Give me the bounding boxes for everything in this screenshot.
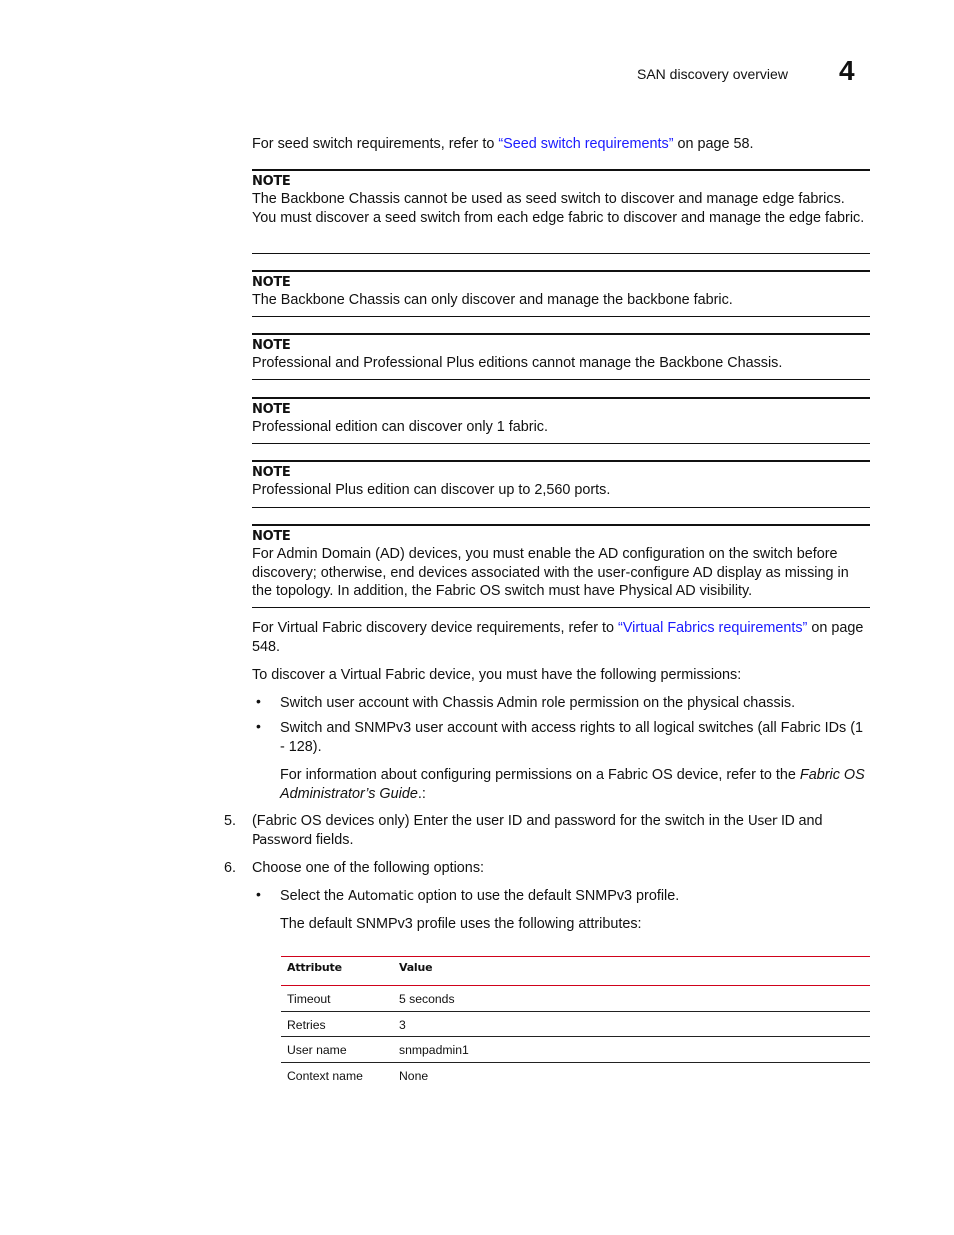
attribute-cell: Context name xyxy=(287,1068,363,1083)
snmpv3-attributes-table xyxy=(281,956,870,1088)
option-suffix: option to use the default SNMPv3 profile. xyxy=(413,888,680,904)
value-cell: 5 seconds xyxy=(399,992,455,1006)
table-header-row xyxy=(281,956,870,986)
note-backbone-seed xyxy=(252,169,870,254)
seed-switch-requirements-link[interactable]: “Seed switch requirements” xyxy=(498,136,674,152)
admin-guide-paragraph xyxy=(280,766,870,803)
admin-guide-title: Fabric OS Administrator’s Guide xyxy=(280,767,865,802)
step-6-number: 6. xyxy=(224,860,237,876)
table-row xyxy=(281,1012,870,1038)
value-cell: None xyxy=(399,1068,429,1083)
note-text: The Backbone Chassis can only discover and manage the backbone fabric. xyxy=(252,292,733,308)
automatic-option-bullet xyxy=(280,887,870,906)
user-id-field-label: User ID xyxy=(747,813,795,829)
vf-para-suffix: on page 548. xyxy=(252,620,864,655)
step-6-text: Choose one of the following options: xyxy=(252,860,485,876)
value-cell: snmpadmin1 xyxy=(399,1043,469,1058)
step-5-prefix: (Fabric OS devices only) Enter the user ID and password for the switch in the xyxy=(252,813,748,829)
header-attribute: Attribute xyxy=(287,961,342,974)
note-label: NOTE xyxy=(252,465,291,480)
virtual-fabrics-requirements-link[interactable]: “Virtual Fabrics requirements” xyxy=(618,620,808,636)
note-admin-domain xyxy=(252,524,870,608)
note-label: NOTE xyxy=(252,174,291,189)
note-label: NOTE xyxy=(252,275,291,290)
header-value: Value xyxy=(399,961,433,974)
chapter-number: 4 xyxy=(839,55,855,86)
note-text: Professional and Professional Plus editions cannot manage the Backbone Chassis. xyxy=(252,355,783,371)
table-row xyxy=(281,986,870,1012)
automatic-option-label: Automatic xyxy=(348,888,414,904)
running-header-title: SAN discovery overview xyxy=(637,66,788,82)
attribute-cell: Timeout xyxy=(287,992,331,1006)
step-5-mid: and xyxy=(794,813,823,829)
option-prefix: Select the xyxy=(280,888,348,904)
table-row xyxy=(281,1063,870,1089)
note-text: For Admin Domain (AD) devices, you must enable the AD configuration on the switch before discovery; otherwise, end devices associated with the user-configure AD display as missing in the topology. In addition, the Fabric OS switch must have Physical AD visibility. xyxy=(252,546,849,599)
bullet-chassis-admin: Switch user account with Chassis Admin role permission on the physical chassis. xyxy=(280,695,796,711)
note-backbone-discover xyxy=(252,270,870,317)
virtual-fabric-paragraph xyxy=(252,619,870,657)
note-professional-editions xyxy=(252,333,870,380)
note-label: NOTE xyxy=(252,338,291,353)
note-text: Professional edition can discover only 1 fabric. xyxy=(252,419,548,435)
default-profile-paragraph: The default SNMPv3 profile uses the following attributes: xyxy=(280,916,642,932)
note-label: NOTE xyxy=(252,402,291,417)
seed-para-prefix: For seed switch requirements, refer to xyxy=(252,136,499,152)
note-text: The Backbone Chassis cannot be used as seed switch to discover and manage edge fabrics. You must discover a seed switch from each edge fabric to discover and manage the edge fabric. xyxy=(252,191,865,226)
note-text: Professional Plus edition can discover up to 2,560 ports. xyxy=(252,482,611,498)
bullet-marker: • xyxy=(256,718,261,734)
step-5-suffix: fields. xyxy=(311,832,354,848)
attribute-cell: User name xyxy=(287,1043,347,1058)
seed-para-suffix: on page 58. xyxy=(673,136,754,152)
step-5-number: 5. xyxy=(224,813,237,829)
attribute-cell: Retries xyxy=(287,1017,326,1032)
info-para-prefix: For information about configuring permissions on a Fabric OS device, refer to the xyxy=(280,767,800,783)
info-para-suffix: .: xyxy=(417,785,426,802)
step-5-text xyxy=(252,812,870,850)
note-professional-plus-ports xyxy=(252,460,870,508)
note-professional-fabric xyxy=(252,397,870,444)
bullet-marker: • xyxy=(256,693,261,709)
value-cell: 3 xyxy=(399,1017,406,1032)
permissions-intro: To discover a Virtual Fabric device, you must have the following permissions: xyxy=(252,667,742,683)
seed-requirements-paragraph xyxy=(252,135,870,154)
password-field-label: Password xyxy=(252,832,312,848)
vf-para-prefix: For Virtual Fabric discovery device requirements, refer to xyxy=(252,620,619,636)
bullet-snmpv3-access: Switch and SNMPv3 user account with access rights to all logical switches (all Fabric IDs (1 - 128). xyxy=(280,720,864,755)
note-label: NOTE xyxy=(252,529,291,544)
bullet-marker: • xyxy=(256,886,261,902)
table-row xyxy=(281,1037,870,1063)
